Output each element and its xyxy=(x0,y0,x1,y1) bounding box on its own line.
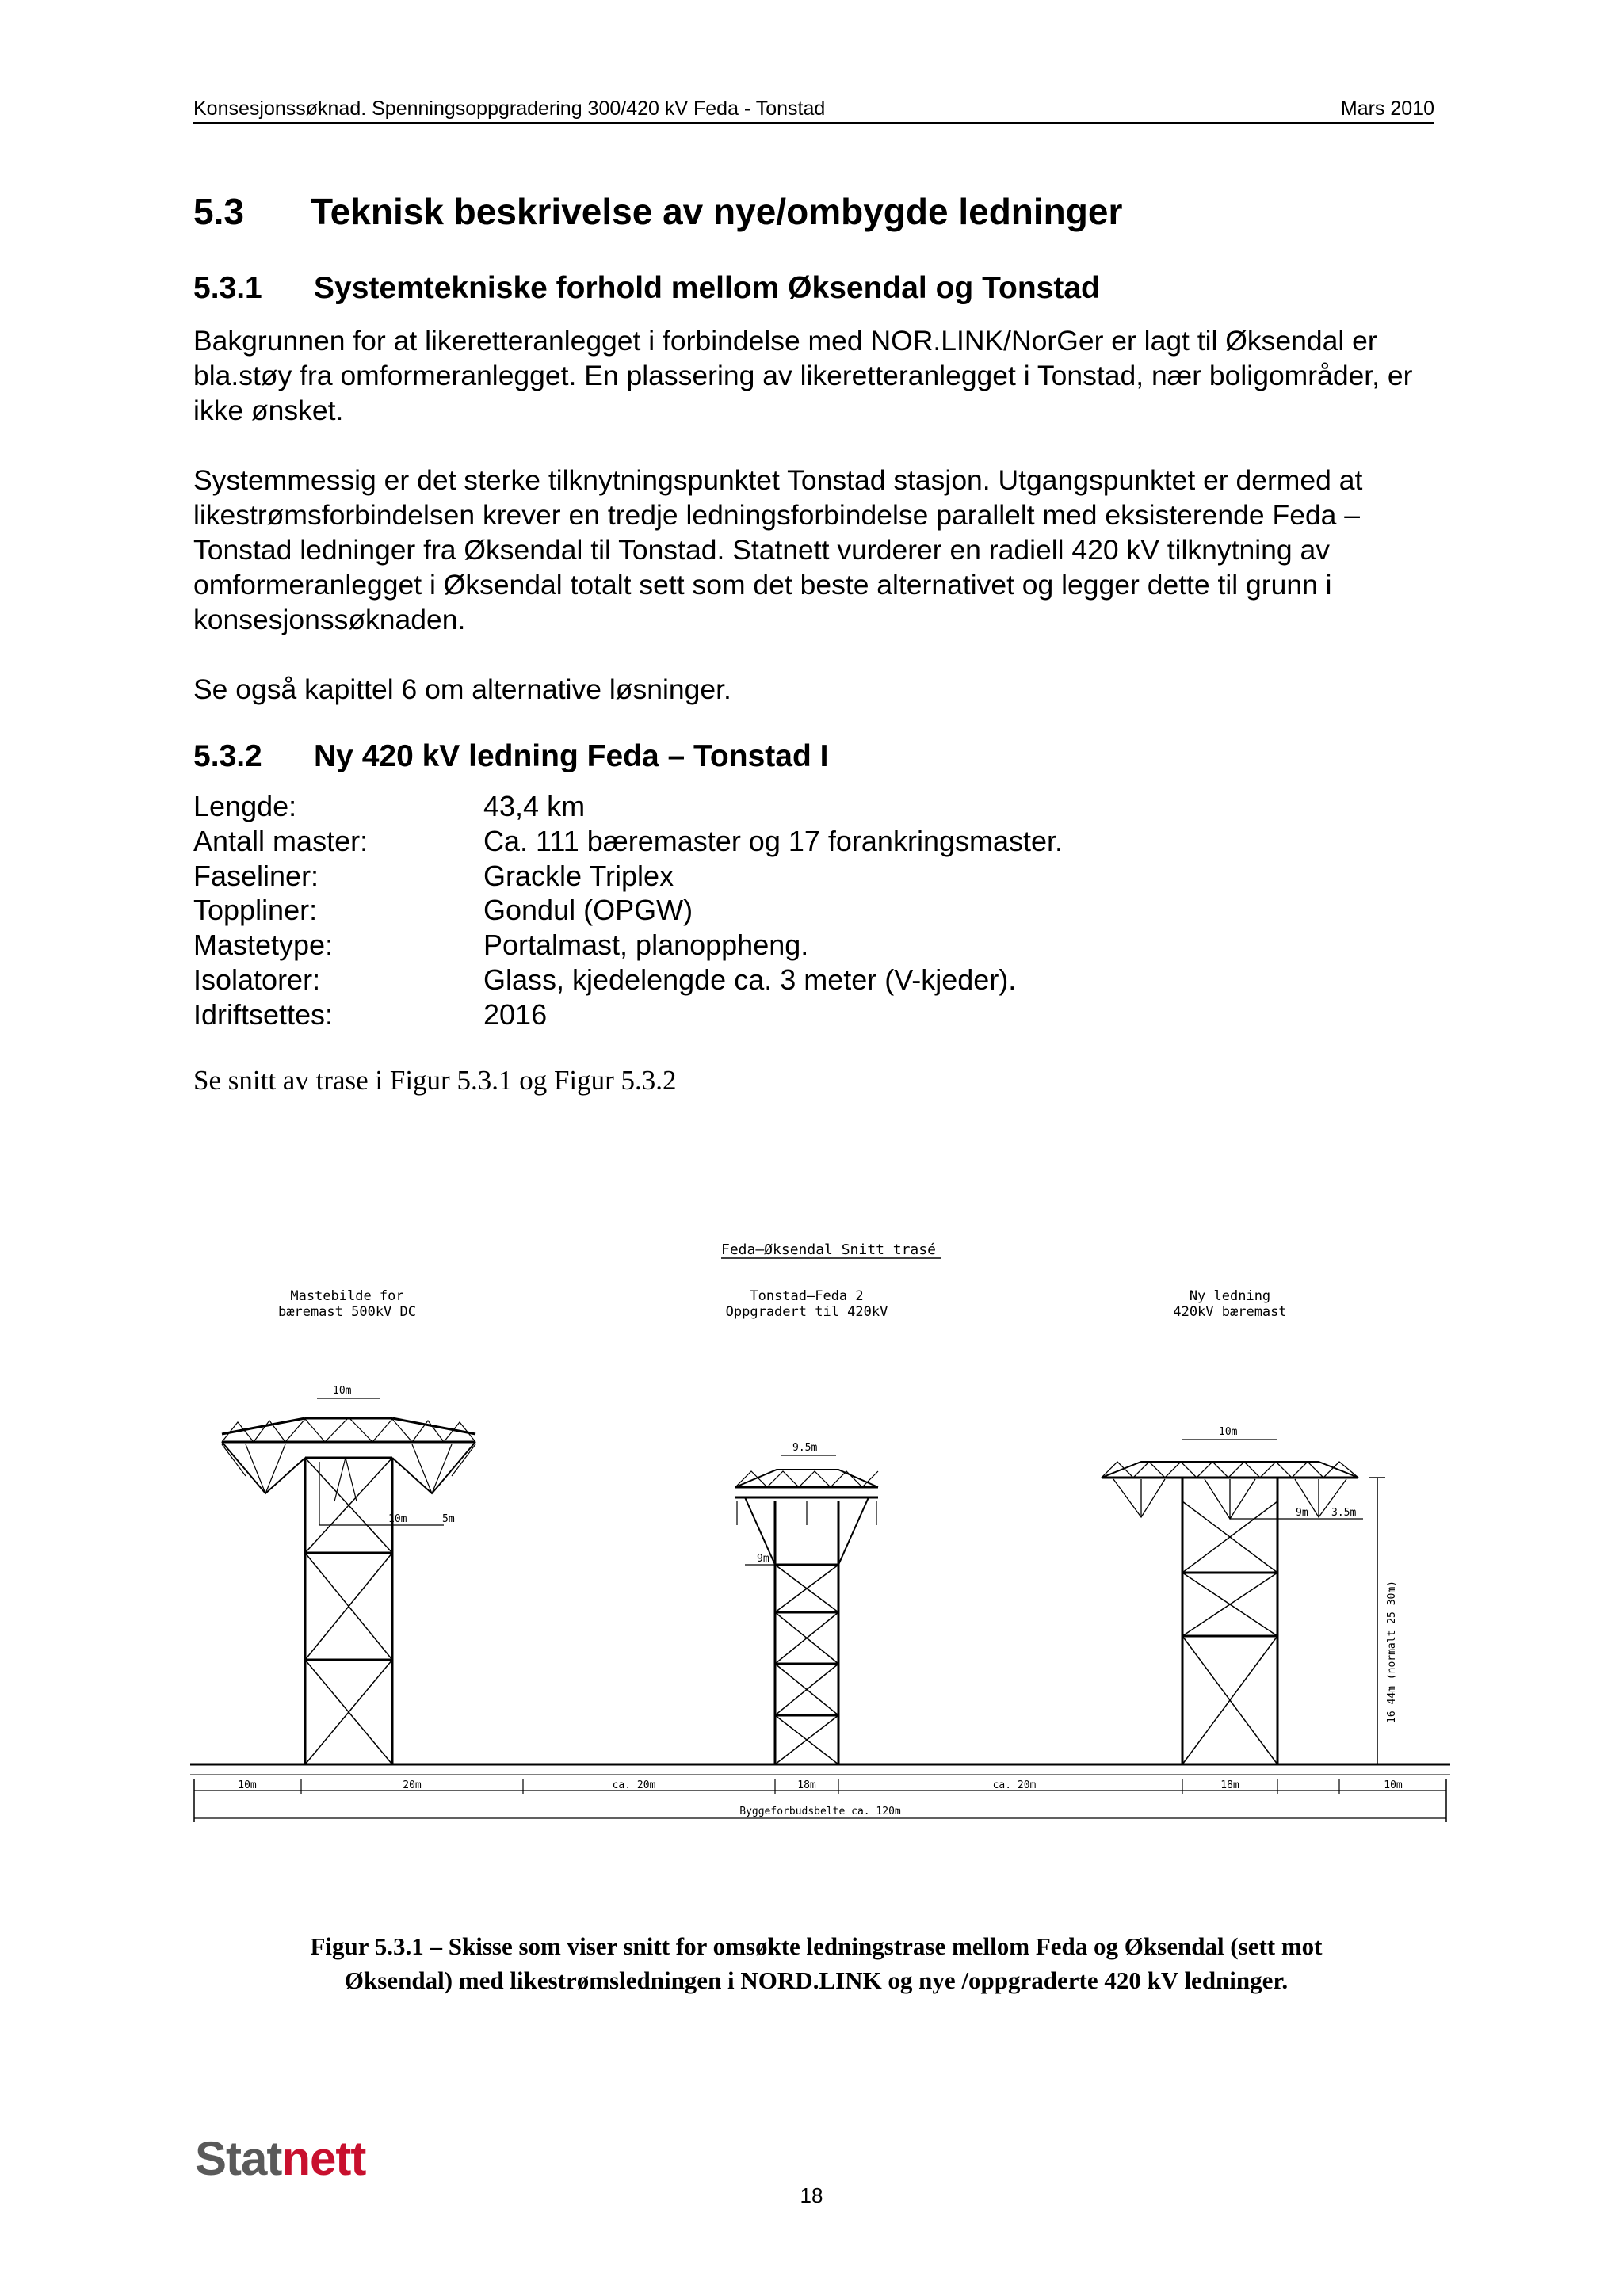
tower-1-sublabel: bæremast 500kV DC xyxy=(278,1304,416,1320)
paragraph-1: Bakgrunnen for at likeretteranlegget i forbindelse med NOR.LINK/NorGer er lagt til Øksendal er bla.støy fra omformeranlegget. En plassering av likeretteranlegget i Tonstad, nær boligområder, er ikke ønsket. xyxy=(193,325,1413,426)
tower-3-dim-b: 3.5m xyxy=(1331,1507,1357,1519)
header-title: Konsesjonssøknad. Spenningsoppgradering 300/420 kV Feda - Tonstad xyxy=(193,97,826,120)
spec-value: Glass, kjedelengde ca. 3 meter (V-kjeder). xyxy=(483,963,1017,996)
figure-title: Feda–Øksendal Snitt trasé xyxy=(721,1241,936,1258)
section-heading xyxy=(193,190,1122,233)
spec-label: Toppliner: xyxy=(193,894,318,927)
tower-1-dim-b: 5m xyxy=(442,1513,455,1525)
caption-line-2: Øksendal) med likestrømsledningen i NORD.LINK og nye /oppgraderte 420 kV ledninger. xyxy=(344,1966,1289,1994)
spec-value: Ca. 111 bæremaster og 17 forankringsmaster. xyxy=(483,824,1064,857)
spec-label: Isolatorer: xyxy=(193,963,321,996)
subsection-number-1: 5.3.1 xyxy=(193,271,262,305)
tower-3-height-label: 16–44m (normalt 25–30m) xyxy=(1386,1580,1398,1723)
spec-row xyxy=(193,893,1063,928)
tower-3-dim-a: 9m xyxy=(1296,1507,1308,1519)
subsection-heading-1 xyxy=(193,271,1100,306)
total-width-label: Byggeforbudsbelte ca. 120m xyxy=(739,1806,901,1817)
spec-value: Grackle Triplex xyxy=(483,859,674,892)
tower-1-top-dim: 10m xyxy=(333,1385,352,1397)
spec-label: Idriftsettes: xyxy=(193,997,334,1031)
ground-segment: 10m xyxy=(1384,1779,1403,1791)
cross-section-drawing xyxy=(190,1232,1450,1834)
ground-segment: 18m xyxy=(797,1779,816,1791)
tower-3-sublabel: 420kV bæremast xyxy=(1173,1304,1287,1320)
spec-value: Gondul (OPGW) xyxy=(483,894,693,927)
statnett-logo: Statnett xyxy=(195,2132,366,2185)
tower-1-dc xyxy=(222,1398,475,1764)
subsection-number-2: 5.3.2 xyxy=(193,739,262,773)
tower-3-label: Ny ledning xyxy=(1189,1288,1271,1304)
tower-3-new xyxy=(1102,1440,1385,1764)
tower-2-upgraded xyxy=(735,1455,878,1764)
paragraph-2: Systemmessig er det sterke tilknytningspunktet Tonstad stasjon. Utgangspunktet er dermed at likestrømsforbindelsen krever en tredje ledningsforbindelse parallelt med eksisterende Feda – Tonstad ledninger fra Øksendal til Tonstad. Statnett vurderer en radiell 420 kV tilknytning av omformeranlegget i Øksendal totalt sett som det beste alternativet og legger dette til grunn i konsesjonssøknaden. xyxy=(193,464,1363,635)
subsection-title-2: Ny 420 kV ledning Feda – Tonstad I xyxy=(314,739,829,773)
ground-segment: 18m xyxy=(1220,1779,1239,1791)
page-number: 18 xyxy=(800,2183,823,2207)
spec-row xyxy=(193,859,1063,894)
paragraph-3: Se også kapittel 6 om alternative løsninger. xyxy=(193,673,731,705)
ground-segment: ca. 20m xyxy=(612,1779,656,1791)
tower-2-dim-a: 9m xyxy=(757,1553,769,1565)
tower-2-label: Tonstad–Feda 2 xyxy=(750,1288,864,1304)
figure-caption xyxy=(238,1929,1395,1997)
spec-list xyxy=(193,789,1063,1032)
spec-row xyxy=(193,789,1063,824)
figure-reference: Se snitt av trase i Figur 5.3.1 og Figur 5.3.2 xyxy=(193,1065,677,1096)
cross-section-figure xyxy=(190,1232,1450,1834)
spec-value: 43,4 km xyxy=(483,790,586,822)
caption-line-1: Figur 5.3.1 – Skisse som viser snitt for omsøkte ledningstrase mellom Feda og Øksendal (sett mot xyxy=(310,1932,1323,1960)
spec-row xyxy=(193,824,1063,859)
ground-segment: 10m xyxy=(238,1779,257,1791)
tower-1-label: Mastebilde for xyxy=(290,1288,404,1304)
header-date: Mars 2010 xyxy=(1340,97,1434,120)
spec-label: Antall master: xyxy=(193,824,369,857)
spec-row xyxy=(193,963,1063,997)
ground-segment: ca. 20m xyxy=(992,1779,1037,1791)
spec-row xyxy=(193,997,1063,1032)
tower-1-dim-a: 10m xyxy=(388,1513,407,1525)
ground-segment: 20m xyxy=(403,1779,422,1791)
spec-row xyxy=(193,928,1063,963)
tower-2-sublabel: Oppgradert til 420kV xyxy=(725,1304,888,1320)
spec-label: Mastetype: xyxy=(193,929,334,962)
spec-label: Faseliner: xyxy=(193,859,319,892)
subsection-title-1: Systemtekniske forhold mellom Øksendal og Tonstad xyxy=(314,271,1100,305)
spec-label: Lengde: xyxy=(193,790,297,822)
tower-3-top-dim: 10m xyxy=(1219,1426,1238,1438)
section-number: 5.3 xyxy=(193,191,244,232)
spec-value: 2016 xyxy=(483,997,548,1031)
tower-2-top-dim: 9.5m xyxy=(792,1442,818,1454)
section-title: Teknisk beskrivelse av nye/ombygde ledninger xyxy=(311,191,1123,232)
page-header xyxy=(193,93,1434,124)
spec-value: Portalmast, planoppheng. xyxy=(483,929,809,962)
subsection-heading-2 xyxy=(193,739,828,774)
